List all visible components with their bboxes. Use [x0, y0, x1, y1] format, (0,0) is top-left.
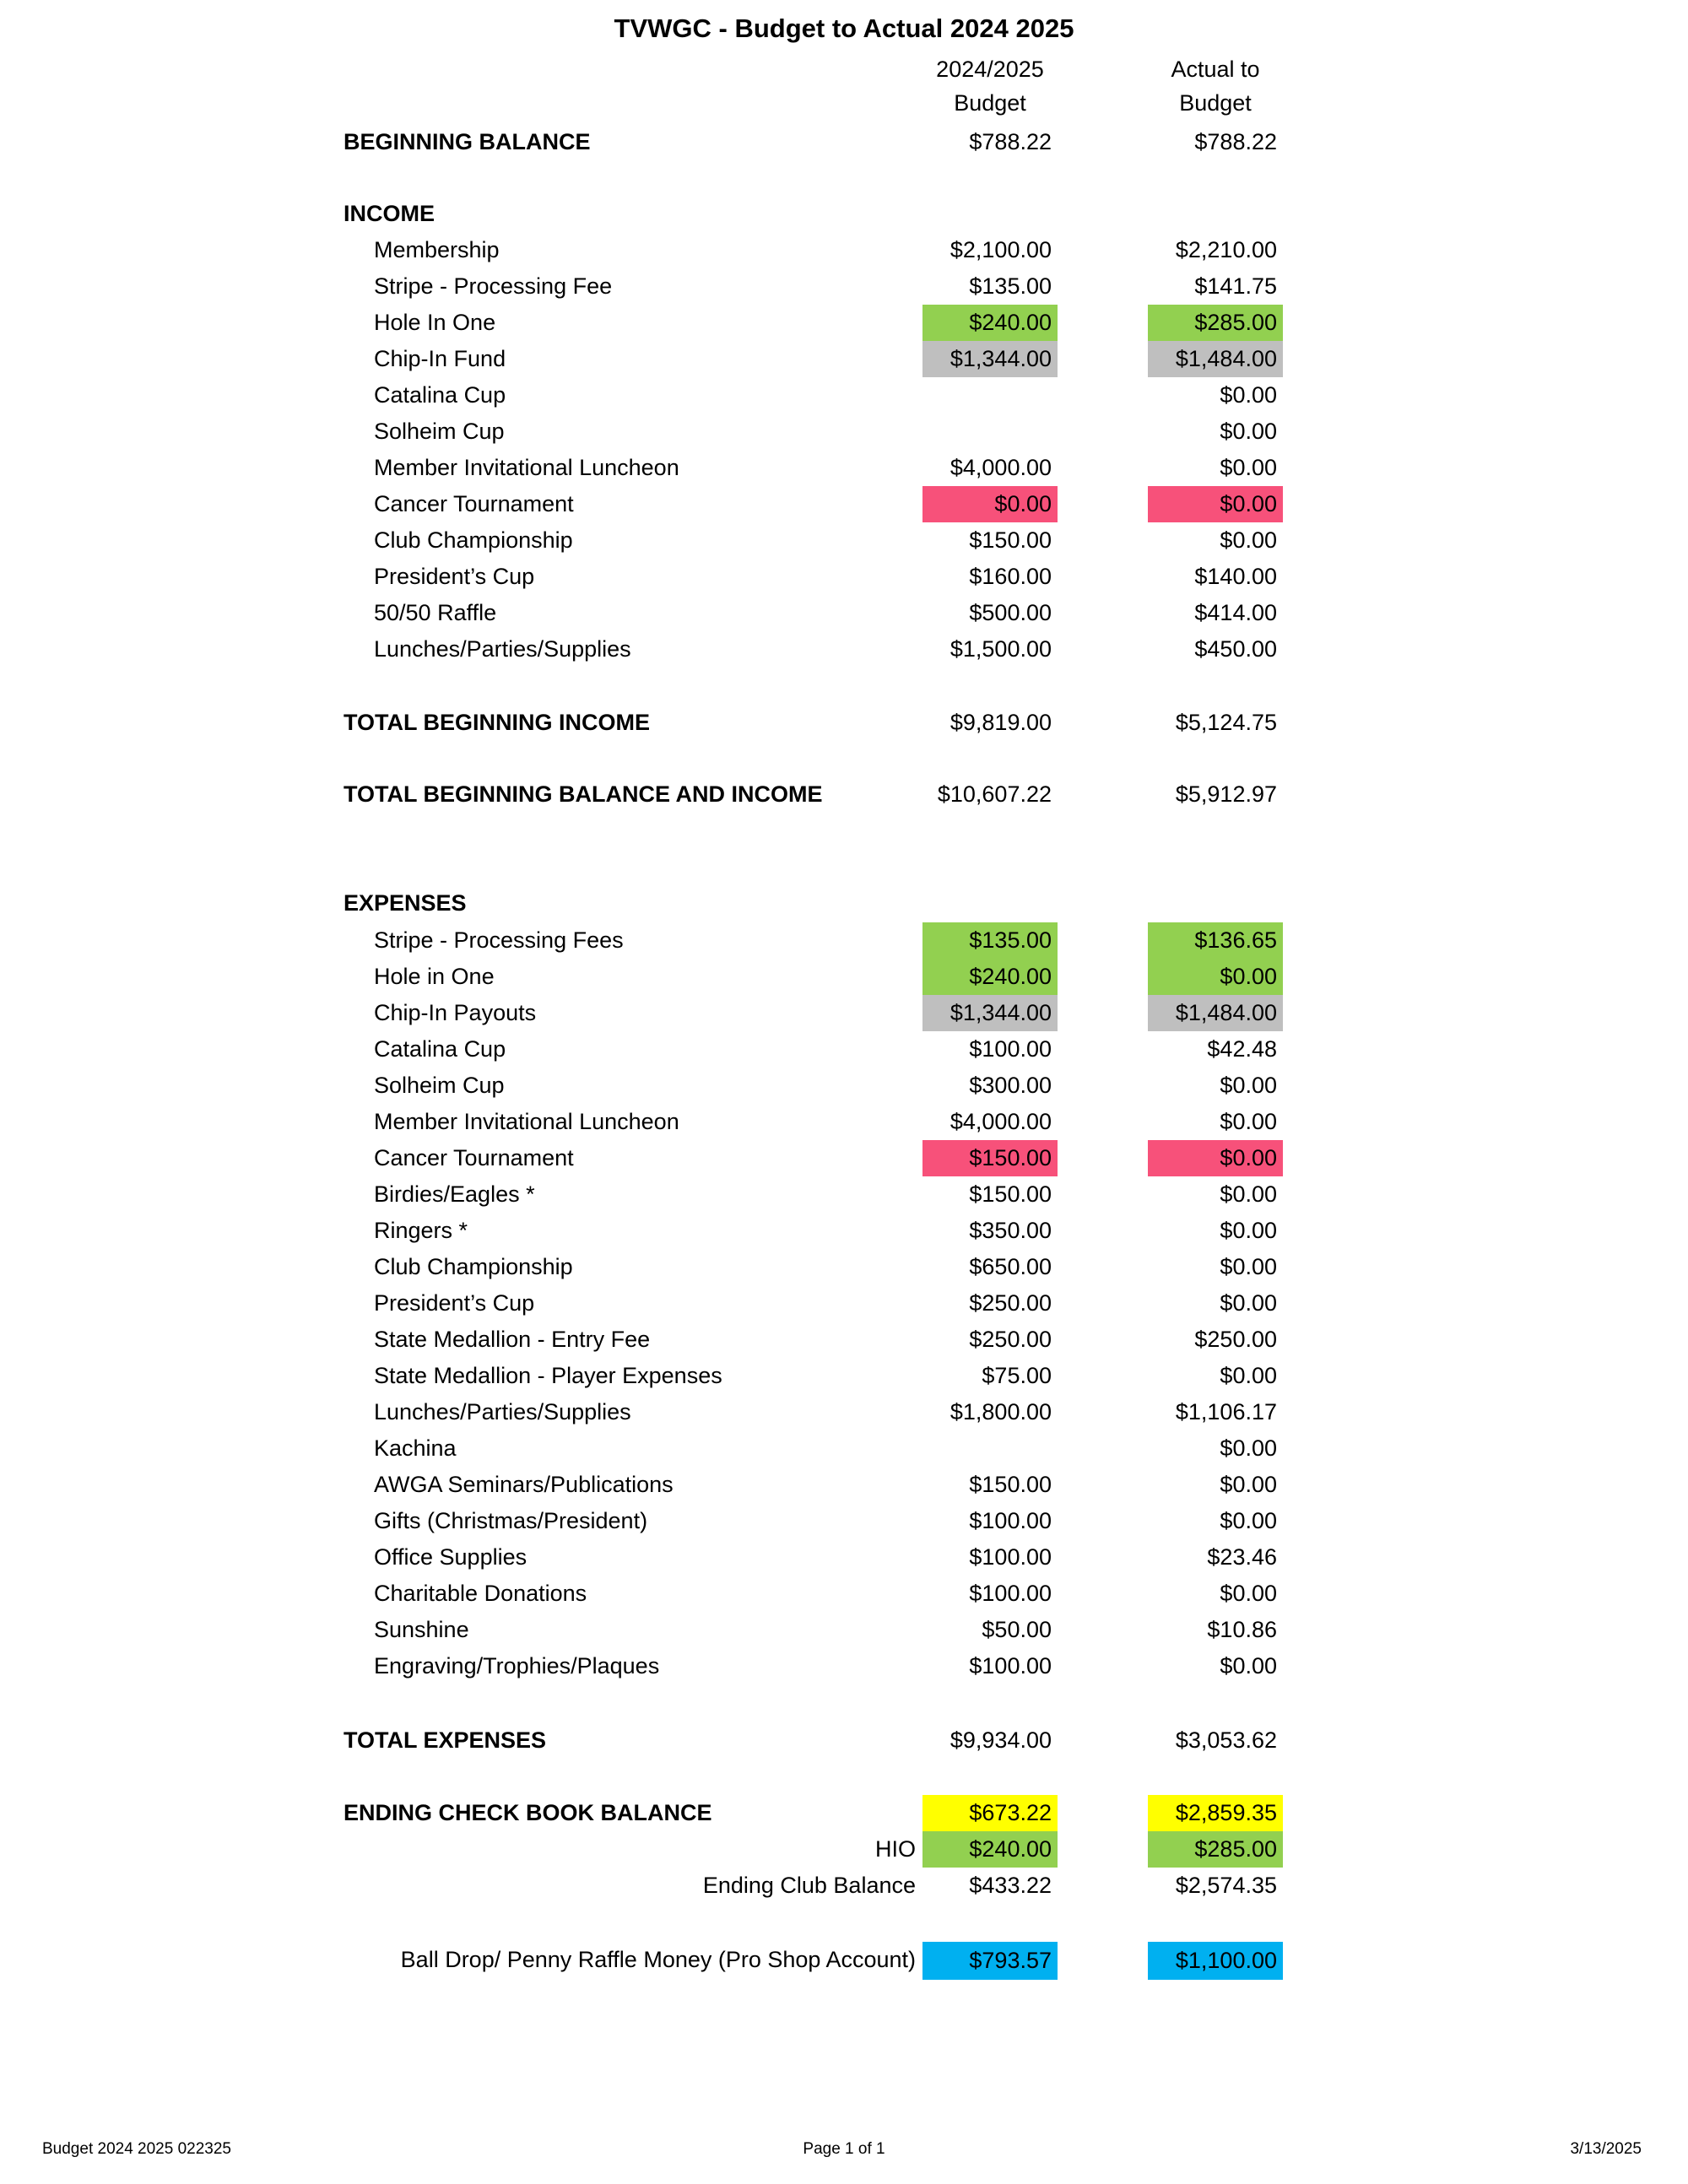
actual-value: $5,124.75: [1175, 710, 1277, 735]
actual-value: $141.75: [1194, 273, 1277, 299]
budget-value: $150.00: [969, 1181, 1052, 1207]
budget-value: $100.00: [969, 1508, 1052, 1533]
actual-value: $788.22: [1194, 129, 1277, 154]
expense-row: [0, 1249, 1688, 1285]
expense-row: [0, 1068, 1688, 1104]
actual-value: $0.00: [1220, 455, 1277, 480]
actual-value: $0.00: [1220, 1653, 1277, 1679]
total-income-row: [0, 705, 1688, 741]
row-label: Charitable Donations: [374, 1581, 587, 1606]
row-label: Catalina Cup: [374, 382, 506, 408]
budget-value: $300.00: [969, 1073, 1052, 1098]
actual-value: $2,210.00: [1175, 237, 1277, 262]
row-label: Ending Club Balance: [702, 1873, 916, 1898]
actual-value: $140.00: [1194, 564, 1277, 589]
budget-value: $433.22: [969, 1873, 1052, 1898]
expense-row: [0, 1503, 1688, 1539]
budget-value: $240.00: [922, 959, 1058, 995]
budget-value: $100.00: [969, 1036, 1052, 1062]
actual-value: $0.00: [1220, 382, 1277, 408]
actual-value: $0.00: [1220, 1508, 1277, 1533]
actual-value: $0.00: [1148, 486, 1283, 522]
income-row: [0, 631, 1688, 668]
row-label: State Medallion - Entry Fee: [374, 1327, 651, 1352]
income-row: [0, 414, 1688, 450]
row-label: Gifts (Christmas/President): [374, 1508, 648, 1533]
actual-value: $136.65: [1148, 922, 1283, 959]
actual-value: $1,100.00: [1148, 1942, 1283, 1980]
budget-value: $135.00: [922, 922, 1058, 959]
expense-row: [0, 959, 1688, 995]
actual-value: $0.00: [1220, 1363, 1277, 1388]
budget-value: $1,800.00: [950, 1399, 1052, 1424]
budget-value: $1,500.00: [950, 636, 1052, 662]
row-label: Solheim Cup: [374, 1073, 505, 1098]
expense-row: [0, 995, 1688, 1031]
row-label: INCOME: [344, 201, 435, 226]
actual-value: $285.00: [1148, 1831, 1283, 1868]
budget-value: $350.00: [969, 1218, 1052, 1243]
budget-value: [922, 1430, 1058, 1467]
actual-value: $2,859.35: [1148, 1795, 1283, 1831]
actual-value: $1,484.00: [1148, 341, 1283, 377]
income-row: [0, 450, 1688, 486]
actual-value: $1,484.00: [1148, 995, 1283, 1031]
budget-value: $50.00: [982, 1617, 1052, 1642]
row-label: TOTAL BEGINNING BALANCE AND INCOME: [344, 781, 823, 807]
row-label: Member Invitational Luncheon: [374, 455, 679, 480]
actual-value: $0.00: [1220, 419, 1277, 444]
budget-value: $500.00: [969, 600, 1052, 625]
ending-check-book-row: [0, 1795, 1688, 1831]
row-label: ENDING CHECK BOOK BALANCE: [344, 1800, 712, 1825]
row-label: BEGINNING BALANCE: [344, 129, 591, 154]
actual-value: $23.46: [1207, 1544, 1277, 1570]
budget-value: $75.00: [982, 1363, 1052, 1388]
row-label: Birdies/Eagles *: [374, 1181, 535, 1207]
actual-value: $0.00: [1220, 1181, 1277, 1207]
expense-row: [0, 1648, 1688, 1684]
total-balance-income-row: [0, 776, 1688, 813]
footer-date: 3/13/2025: [1570, 2140, 1642, 2158]
row-label: 50/50 Raffle: [374, 600, 497, 625]
expense-row: [0, 1176, 1688, 1213]
actual-value: $0.00: [1220, 1073, 1277, 1098]
expense-row: [0, 1285, 1688, 1322]
row-label: Kachina: [374, 1435, 457, 1461]
actual-value: $0.00: [1220, 527, 1277, 553]
expense-row: [0, 922, 1688, 959]
row-label: Hole in One: [374, 964, 495, 989]
actual-value: $0.00: [1220, 1435, 1277, 1461]
row-label: Ringers *: [374, 1218, 468, 1243]
row-label: Cancer Tournament: [374, 491, 574, 516]
row-label: EXPENSES: [344, 890, 467, 916]
income-row: [0, 595, 1688, 631]
row-label: Ball Drop/ Penny Raffle Money (Pro Shop Account): [400, 1947, 916, 1972]
actual-value: $0.00: [1220, 1254, 1277, 1279]
budget-value: $240.00: [922, 305, 1058, 341]
actual-column-header-line2: Budget: [1179, 90, 1252, 116]
row-label: Membership: [374, 237, 500, 262]
expense-row: [0, 1140, 1688, 1176]
row-label: HIO: [874, 1836, 916, 1862]
expense-row: [0, 1394, 1688, 1430]
budget-value: $100.00: [969, 1581, 1052, 1606]
beginning-balance-row: [0, 124, 1688, 160]
budget-value: $150.00: [969, 527, 1052, 553]
expense-row: [0, 1539, 1688, 1576]
expense-row: [0, 1576, 1688, 1612]
footer-page-number: Page 1 of 1: [803, 2140, 885, 2158]
income-row: [0, 377, 1688, 414]
expenses-heading: [0, 885, 1688, 922]
actual-value: $3,053.62: [1175, 1727, 1277, 1753]
row-label: TOTAL EXPENSES: [344, 1727, 547, 1753]
budget-value: $4,000.00: [950, 455, 1052, 480]
income-row: [0, 305, 1688, 341]
row-label: President’s Cup: [374, 564, 535, 589]
budget-value: $100.00: [969, 1544, 1052, 1570]
actual-value: $250.00: [1194, 1327, 1277, 1352]
ball-drop-row: [0, 1942, 1688, 1978]
budget-column-header-line2: Budget: [954, 90, 1026, 116]
expense-row: [0, 1358, 1688, 1394]
budget-value: $2,100.00: [950, 237, 1052, 262]
actual-value: $414.00: [1194, 600, 1277, 625]
expense-row: [0, 1612, 1688, 1648]
actual-value: $5,912.97: [1175, 781, 1277, 807]
expense-row: [0, 1322, 1688, 1358]
budget-value: [922, 377, 1058, 414]
budget-value: $10,607.22: [937, 781, 1052, 807]
income-row: [0, 268, 1688, 305]
income-row: [0, 341, 1688, 377]
row-label: Stripe - Processing Fees: [374, 927, 624, 953]
row-label: Chip-In Payouts: [374, 1000, 537, 1025]
budget-value: $793.57: [922, 1942, 1058, 1980]
income-heading: [0, 196, 1688, 232]
budget-value: $1,344.00: [922, 341, 1058, 377]
row-label: Cancer Tournament: [374, 1145, 574, 1170]
actual-value: $2,574.35: [1175, 1873, 1277, 1898]
actual-value: $10.86: [1207, 1617, 1277, 1642]
row-label: AWGA Seminars/Publications: [374, 1472, 674, 1497]
budget-column-header-line1: 2024/2025: [936, 57, 1044, 82]
actual-value: $1,106.17: [1175, 1399, 1277, 1424]
expense-row: [0, 1104, 1688, 1140]
actual-column-header-line1: Actual to: [1171, 57, 1260, 82]
row-label: Club Championship: [374, 1254, 573, 1279]
row-label: State Medallion - Player Expenses: [374, 1363, 722, 1388]
income-row: [0, 486, 1688, 522]
row-label: Hole In One: [374, 310, 496, 335]
actual-value: $0.00: [1220, 1581, 1277, 1606]
row-label: Sunshine: [374, 1617, 469, 1642]
budget-value: $135.00: [969, 273, 1052, 299]
budget-value: $673.22: [922, 1795, 1058, 1831]
row-label: Solheim Cup: [374, 419, 505, 444]
expense-row: [0, 1031, 1688, 1068]
row-label: Club Championship: [374, 527, 573, 553]
row-label: Member Invitational Luncheon: [374, 1109, 679, 1134]
row-label: Stripe - Processing Fee: [374, 273, 613, 299]
budget-value: $0.00: [922, 486, 1058, 522]
footer-filename: Budget 2024 2025 022325: [42, 2140, 231, 2158]
income-row: [0, 522, 1688, 559]
budget-value: $150.00: [922, 1140, 1058, 1176]
actual-value: $0.00: [1220, 1218, 1277, 1243]
budget-value: $9,819.00: [950, 710, 1052, 735]
actual-value: $42.48: [1207, 1036, 1277, 1062]
budget-value: [922, 414, 1058, 450]
total-expenses-row: [0, 1722, 1688, 1759]
actual-value: $0.00: [1148, 959, 1283, 995]
budget-value: $788.22: [969, 129, 1052, 154]
budget-value: $1,344.00: [922, 995, 1058, 1031]
row-label: Engraving/Trophies/Plaques: [374, 1653, 660, 1679]
actual-value: $285.00: [1148, 305, 1283, 341]
actual-value: $0.00: [1220, 1472, 1277, 1497]
income-row: [0, 559, 1688, 595]
page-title: TVWGC - Budget to Actual 2024 2025: [614, 14, 1074, 43]
budget-value: $250.00: [969, 1290, 1052, 1316]
budget-value: $240.00: [922, 1831, 1058, 1868]
row-label: Lunches/Parties/Supplies: [374, 1399, 631, 1424]
budget-value: $250.00: [969, 1327, 1052, 1352]
actual-value: $0.00: [1148, 1140, 1283, 1176]
row-label: Lunches/Parties/Supplies: [374, 636, 631, 662]
row-label: President’s Cup: [374, 1290, 535, 1316]
budget-value: $150.00: [969, 1472, 1052, 1497]
income-row: [0, 232, 1688, 268]
ending-club-balance-row: [0, 1868, 1688, 1904]
expense-row: [0, 1467, 1688, 1503]
actual-value: $450.00: [1194, 636, 1277, 662]
expense-row: [0, 1430, 1688, 1467]
row-label: Office Supplies: [374, 1544, 528, 1570]
budget-value: $650.00: [969, 1254, 1052, 1279]
expense-row: [0, 1213, 1688, 1249]
budget-value: $4,000.00: [950, 1109, 1052, 1134]
budget-value: $160.00: [969, 564, 1052, 589]
actual-value: $0.00: [1220, 1290, 1277, 1316]
row-label: Catalina Cup: [374, 1036, 506, 1062]
actual-value: $0.00: [1220, 1109, 1277, 1134]
budget-value: $100.00: [969, 1653, 1052, 1679]
row-label: TOTAL BEGINNING INCOME: [344, 710, 651, 735]
hio-row: [0, 1831, 1688, 1868]
budget-value: $9,934.00: [950, 1727, 1052, 1753]
row-label: Chip-In Fund: [374, 346, 506, 371]
